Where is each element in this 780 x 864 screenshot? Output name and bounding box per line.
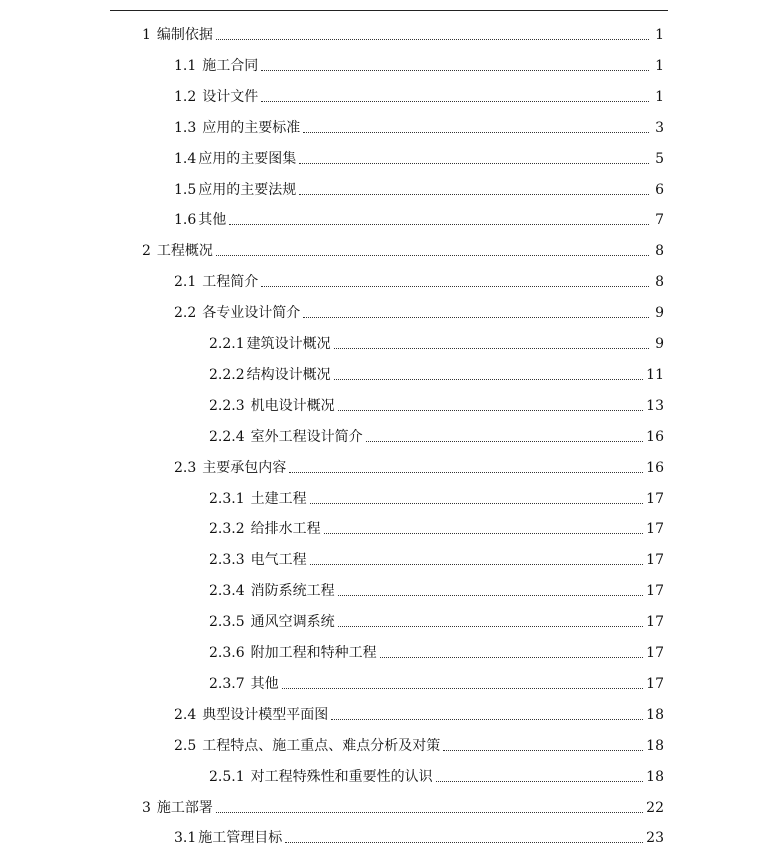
toc-dot-leader	[331, 718, 643, 720]
toc-entry[interactable]	[209, 578, 664, 600]
toc-entry[interactable]	[209, 764, 664, 786]
toc-entry-number: 1.4	[174, 150, 197, 167]
toc-entry-number: 2	[142, 243, 151, 260]
toc-entry-page-number: 13	[646, 397, 664, 414]
toc-entry-page-number: 9	[655, 305, 664, 322]
toc-entry-page-number: 1	[655, 57, 664, 74]
toc-entry-page-number: 3	[655, 119, 664, 136]
toc-entry-page-number: 17	[646, 675, 664, 692]
toc-entry-page-number: 1	[655, 27, 664, 43]
toc-entry[interactable]	[209, 547, 664, 569]
toc-entry-number: 3	[142, 799, 151, 816]
toc-dot-leader	[261, 285, 649, 287]
toc-entry-page-number: 18	[646, 737, 664, 754]
toc-entry-page-number: 17	[646, 490, 664, 507]
toc-dot-leader	[303, 131, 649, 133]
toc-entry-title: 设计文件	[202, 88, 259, 105]
toc-dot-leader	[299, 162, 649, 164]
toc-entry-title: 编制依据	[156, 27, 213, 43]
toc-entry-number: 1.2	[174, 88, 197, 105]
toc-entry[interactable]	[174, 825, 664, 847]
toc-dot-leader	[216, 254, 649, 256]
toc-entry[interactable]	[174, 455, 664, 477]
toc-entry-number: 1.5	[174, 181, 197, 198]
toc-entry[interactable]	[209, 671, 664, 693]
toc-entry[interactable]	[174, 269, 664, 291]
toc-entry-title: 建筑设计概况	[246, 336, 331, 352]
toc-entry-number: 1.1	[174, 57, 197, 74]
toc-entry[interactable]	[174, 115, 664, 137]
toc-entry-title: 消防系统工程	[250, 583, 335, 600]
toc-entry-number: 2.5	[174, 737, 197, 754]
toc-entry-number: 2.4	[174, 706, 197, 723]
toc-entry-page-number: 5	[655, 150, 664, 167]
toc-entry-number: 3.1	[174, 830, 197, 847]
toc-entry-title: 其他	[198, 212, 227, 229]
toc-entry[interactable]	[142, 795, 664, 817]
toc-entry-page-number: 8	[655, 243, 664, 260]
toc-entry-page-number: 8	[655, 274, 664, 291]
toc-entry[interactable]	[209, 362, 664, 384]
toc-dot-leader	[338, 625, 644, 627]
toc-dot-leader	[436, 780, 644, 782]
toc-entry-number: 2.2.1	[209, 336, 245, 352]
toc-entry-title: 工程概况	[156, 243, 213, 260]
toc-entry-page-number: 22	[646, 799, 664, 816]
toc-dot-leader	[334, 378, 644, 380]
toc-dot-leader	[261, 100, 649, 102]
toc-entry[interactable]	[174, 207, 664, 229]
toc-entry-page-number: 1	[655, 88, 664, 105]
toc-entry[interactable]	[209, 609, 664, 631]
toc-entry-page-number: 17	[646, 521, 664, 538]
toc-dot-leader	[334, 347, 649, 349]
toc-entry-page-number: 16	[646, 428, 664, 445]
toc-dot-leader	[216, 38, 649, 40]
toc-entry-page-number: 23	[646, 830, 664, 847]
toc-entry[interactable]	[142, 22, 664, 44]
toc-entry-page-number: 18	[646, 706, 664, 723]
toc-entry-page-number: 16	[646, 459, 664, 476]
toc-entry-title: 对工程特殊性和重要性的认识	[250, 768, 433, 785]
toc-entry-number: 2.2	[174, 305, 197, 322]
toc-entry-title: 通风空调系统	[250, 614, 335, 631]
toc-dot-leader	[303, 316, 649, 318]
toc-dot-leader	[380, 656, 644, 658]
toc-entry-number: 2.3	[174, 459, 197, 476]
toc-entry[interactable]	[174, 177, 664, 199]
toc-entry-number: 2.5.1	[209, 768, 245, 785]
toc-entry[interactable]	[209, 331, 664, 353]
toc-entry-title: 附加工程和特种工程	[250, 645, 377, 661]
toc-entry-title: 典型设计模型平面图	[202, 706, 329, 723]
toc-entry-page-number: 18	[646, 768, 664, 785]
toc-entry-page-number: 17	[646, 614, 664, 631]
toc-entry-page-number: 7	[655, 212, 664, 229]
toc-entry-page-number: 17	[646, 645, 664, 661]
toc-entry-title: 应用的主要标准	[202, 119, 301, 136]
toc-entry[interactable]	[174, 84, 664, 106]
toc-dot-leader	[261, 69, 649, 71]
toc-dot-leader	[282, 687, 644, 689]
toc-dot-leader	[338, 409, 644, 411]
toc-entry[interactable]	[174, 733, 664, 755]
toc-entry[interactable]	[174, 702, 664, 724]
toc-entry-number: 1.6	[174, 212, 197, 229]
toc-entry-number: 2.2.4	[209, 428, 245, 445]
toc-entry-title: 其他	[250, 675, 279, 692]
toc-entry-title: 工程简介	[202, 274, 259, 291]
toc-entry-page-number: 9	[655, 336, 664, 352]
toc-entry-number: 2.3.6	[209, 645, 245, 661]
toc-entry-title: 土建工程	[250, 490, 307, 507]
toc-entry-number: 2.3.3	[209, 552, 245, 569]
toc-entry-title: 应用的主要图集	[198, 150, 297, 167]
toc-entry-number: 2.1	[174, 274, 197, 291]
toc-entry-title: 施工管理目标	[198, 830, 283, 847]
toc-dot-leader	[310, 502, 644, 504]
toc-entry[interactable]	[174, 300, 664, 322]
toc-entry-title: 各专业设计简介	[202, 305, 301, 322]
toc-dot-leader	[310, 563, 644, 565]
header-rule	[110, 10, 668, 11]
toc-entry-title: 施工部署	[156, 799, 213, 816]
toc-entry-number: 2.3.5	[209, 614, 245, 631]
toc-entry[interactable]	[209, 424, 664, 446]
toc-entry-title: 机电设计概况	[250, 397, 335, 414]
toc-dot-leader	[285, 841, 643, 843]
toc-entry-page-number: 17	[646, 552, 664, 569]
toc-entry[interactable]	[209, 486, 664, 508]
toc-entry[interactable]	[209, 393, 664, 415]
toc-entry-title: 主要承包内容	[202, 459, 287, 476]
toc-entry-title: 电气工程	[250, 552, 307, 569]
toc-dot-leader	[443, 749, 643, 751]
toc-entry[interactable]	[174, 53, 664, 75]
toc-dot-leader	[324, 532, 644, 534]
toc-entry-title: 室外工程设计简介	[250, 428, 363, 445]
toc-dot-leader	[366, 440, 644, 442]
toc-dot-leader	[229, 223, 649, 225]
toc-entry-page-number: 17	[646, 583, 664, 600]
toc-dot-leader	[289, 471, 643, 473]
toc-dot-leader	[338, 594, 644, 596]
toc-entry-page-number: 6	[655, 181, 664, 198]
toc-entry-title: 结构设计概况	[246, 366, 331, 383]
toc-entry-title: 应用的主要法规	[198, 181, 297, 198]
toc-entry[interactable]	[209, 640, 664, 662]
toc-entry-number: 2.3.1	[209, 490, 245, 507]
toc-entry-number: 1	[142, 27, 151, 43]
toc-entry[interactable]	[142, 238, 664, 260]
toc-entry-page-number: 11	[646, 366, 664, 383]
toc-dot-leader	[216, 811, 643, 813]
toc-entry-title: 工程特点、施工重点、难点分析及对策	[202, 737, 441, 754]
toc-entry-title: 施工合同	[202, 57, 259, 74]
toc-entry-number: 2.3.4	[209, 583, 245, 600]
toc-dot-leader	[299, 193, 649, 195]
toc-entry-number: 2.2.3	[209, 397, 245, 414]
toc-entry[interactable]	[174, 146, 664, 168]
toc-entry[interactable]	[209, 516, 664, 538]
toc-entry-number: 2.3.7	[209, 675, 245, 692]
toc-entry-number: 2.2.2	[209, 366, 245, 383]
toc-entry-title: 给排水工程	[250, 521, 321, 538]
toc-entry-number: 2.3.2	[209, 521, 245, 538]
toc-entry-number: 1.3	[174, 119, 197, 136]
